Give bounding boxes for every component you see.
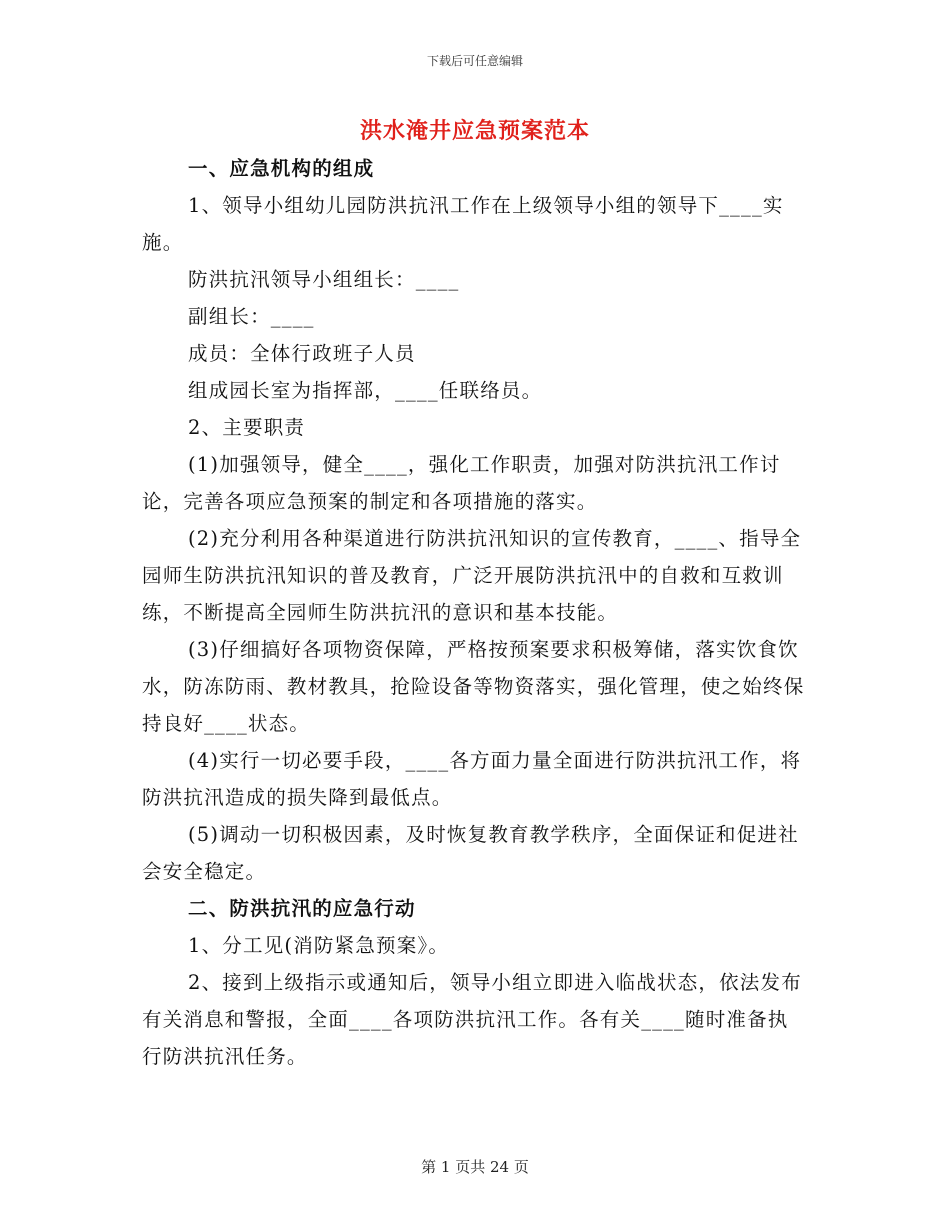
- section-heading-2: 二、防洪抗汛的应急行动: [188, 897, 416, 920]
- header-note: 下载后可任意编辑: [426, 54, 523, 68]
- paragraph-division-of-work: 1、分工见(消防紧急预案》。: [188, 934, 450, 957]
- section-heading-1: 一、应急机构的组成: [188, 157, 375, 180]
- paragraph-deputy-leader: 副组长：____: [188, 305, 315, 328]
- page-footer: 第 1 页共 24 页: [421, 1158, 529, 1176]
- paragraph-members: 成员：全体行政班子人员: [188, 342, 416, 365]
- paragraph-leadership-group: 1、领导小组幼儿园防洪抗汛工作在上级领导小组的领导下____实施。: [142, 194, 784, 254]
- paragraph-group-leader: 防洪抗汛领导小组组长：____: [188, 268, 460, 291]
- document-title: 洪水淹井应急预案范本: [359, 118, 590, 144]
- paragraph-emergency-response: 2、接到上级指示或通知后，领导小组立即进入临战状态，依法发布有关消息和警报，全面____各项防洪抗汛工作。各有关____随时准备执行防洪抗汛任务。: [142, 971, 802, 1068]
- paragraph-duty-5: (5)调动一切积极因素，及时恢复教育教学秩序，全面保证和促进社会安全稳定。: [142, 823, 799, 883]
- paragraph-duty-4: (4)实行一切必要手段，____各方面力量全面进行防洪抗汛工作，将防洪抗汛造成的损失降到最低点。: [142, 749, 802, 809]
- document-body: [142, 150, 808, 1075]
- paragraph-command-office: 组成园长室为指挥部，____任联络员。: [188, 379, 543, 402]
- paragraph-duty-1: (1)加强领导，健全____，强化工作职责，加强对防洪抗汛工作讨论，完善各项应急预案的制定和各项措施的落实。: [142, 453, 781, 513]
- paragraph-main-duties: 2、主要职责: [188, 416, 306, 439]
- paragraph-duty-3: (3)仔细搞好各项物资保障，严格按预案要求积极筹储，落实饮食饮水，防冻防雨、教材教具，抢险设备等物资落实，强化管理，使之始终保持良好____状态。: [142, 638, 805, 735]
- paragraph-duty-2: (2)充分利用各种渠道进行防洪抗汛知识的宣传教育，____、指导全园师生防洪抗汛知识的普及教育，广泛开展防洪抗汛中的自救和互救训练，不断提高全园师生防洪抗汛的意识和基本技能。: [142, 527, 802, 624]
